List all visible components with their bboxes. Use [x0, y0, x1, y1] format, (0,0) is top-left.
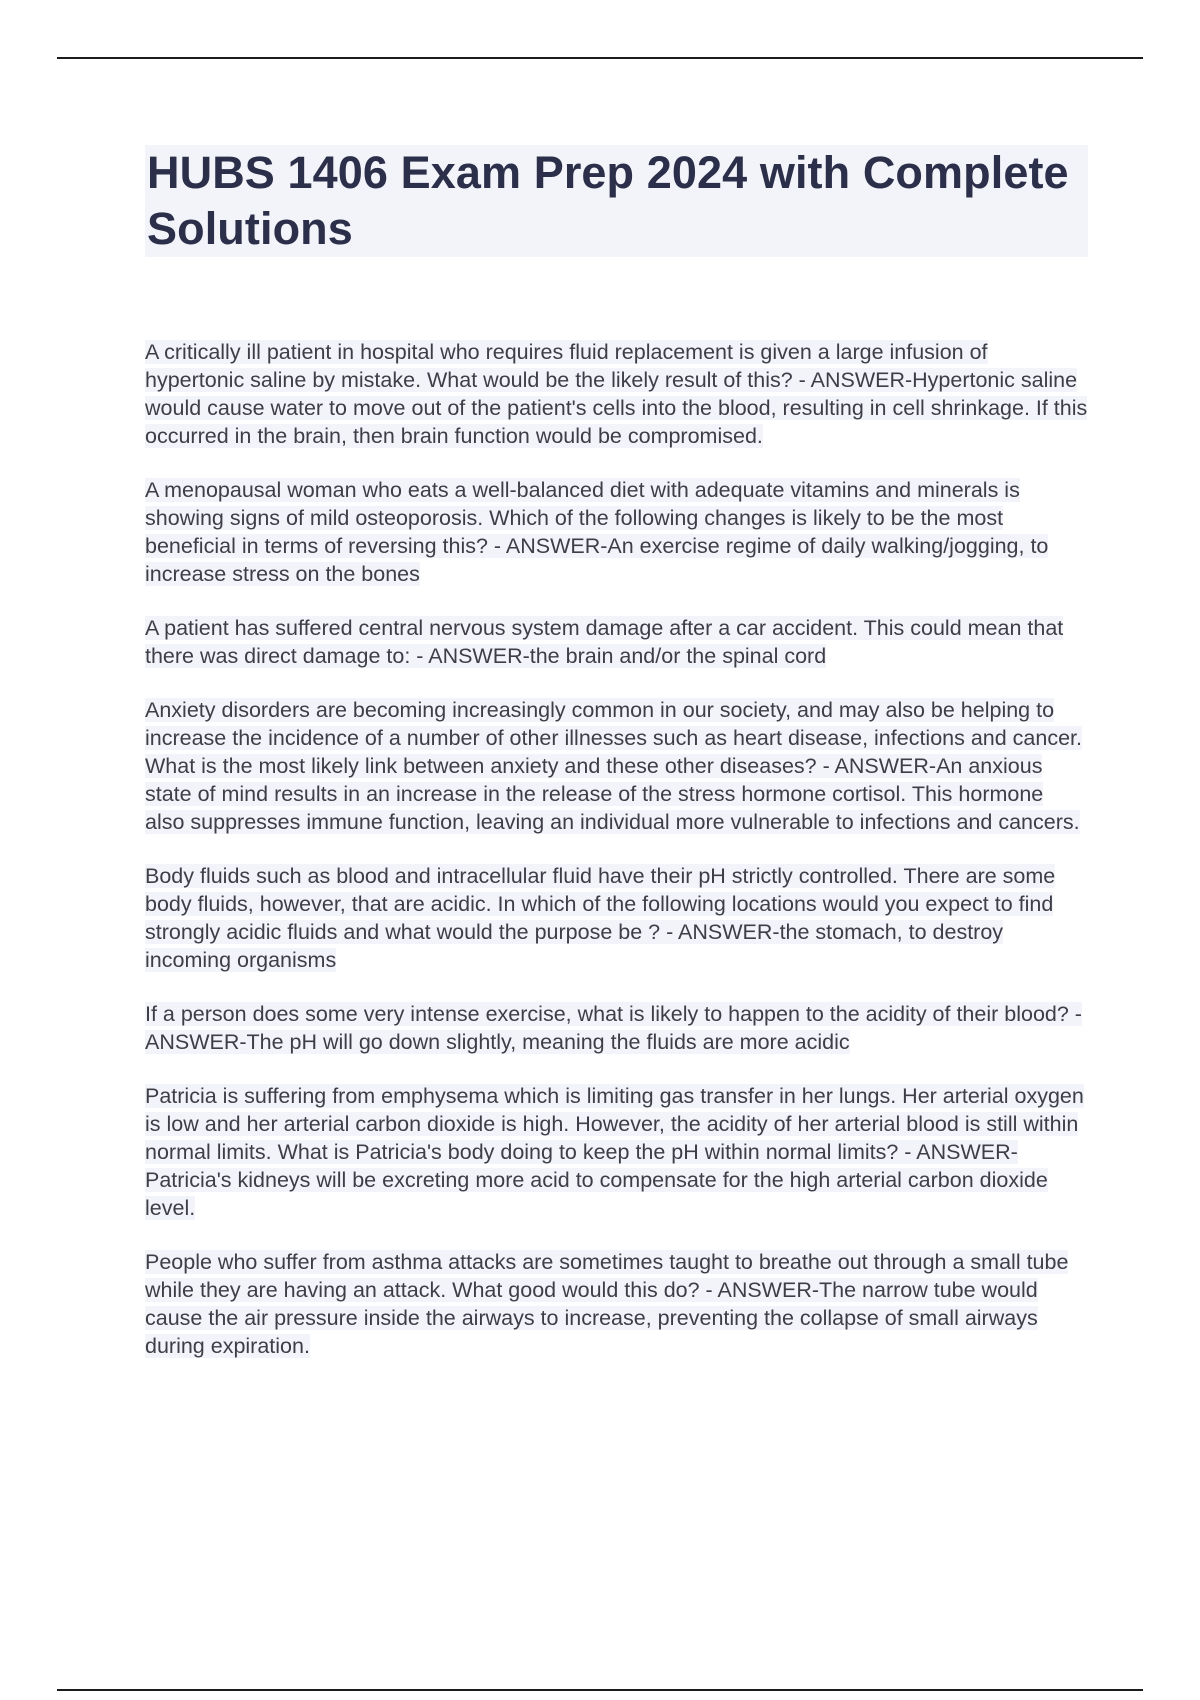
qa-item	[145, 476, 1088, 588]
qa-item	[145, 1248, 1088, 1360]
qa-item-text: If a person does some very intense exercise, what is likely to happen to the acidity of their blood? - ANSWER-The pH will go down slightly, meaning the fluids are more acidic	[145, 1002, 1082, 1054]
title-block	[145, 145, 1088, 257]
qa-item-text: People who suffer from asthma attacks are sometimes taught to breathe out through a small tube while they are having an attack. What good would this do? - ANSWER-The narrow tube would cause the air pressure inside the airways to increase, preventing the collapse of small airways during expiration.	[145, 1250, 1069, 1358]
qa-item	[145, 696, 1088, 836]
top-divider	[57, 57, 1143, 59]
qa-item-text: Patricia is suffering from emphysema which is limiting gas transfer in her lungs. Her arterial oxygen is low and her arterial carbon dioxide is high. However, the acidity of her arterial blood is still within normal limits. What is Patricia's body doing to keep the pH within normal limits? - ANSWER-Patricia's kidneys will be excreting more acid to compensate for the high arterial carbon dioxide level.	[145, 1084, 1084, 1220]
qa-item-text: A critically ill patient in hospital who requires fluid replacement is given a large infusion of hypertonic saline by mistake. What would be the likely result of this? - ANSWER-Hypertonic saline would cause water to move out of the patient's cells into the blood, resulting in cell shrinkage. If this occurred in the brain, then brain function would be compromised.	[145, 340, 1088, 448]
qa-item	[145, 1082, 1088, 1222]
qa-item-text: A menopausal woman who eats a well-balanced diet with adequate vitamins and minerals is showing signs of mild osteoporosis. Which of the following changes is likely to be the most beneficial in terms of reversing this? - ANSWER-An exercise regime of daily walking/jogging, to increase stress on the bones	[145, 478, 1049, 586]
qa-list	[145, 338, 1088, 1386]
qa-item-text: Anxiety disorders are becoming increasingly common in our society, and may also be helping to increase the incidence of a number of other illnesses such as heart disease, infections and cancer. What is the most likely link between anxiety and these other diseases? - ANSWER-An anxious state of mind results in an increase in the release of the stress hormone cortisol. This hormone also suppresses immune function, leaving an individual more vulnerable to infections and cancers.	[145, 698, 1082, 834]
qa-item	[145, 614, 1088, 670]
qa-item	[145, 1000, 1088, 1056]
page-title: HUBS 1406 Exam Prep 2024 with Complete Solutions	[147, 147, 1069, 254]
qa-item	[145, 338, 1088, 450]
bottom-divider	[57, 1689, 1143, 1691]
qa-item-text: Body fluids such as blood and intracellular fluid have their pH strictly controlled. There are some body fluids, however, that are acidic. In which of the following locations would you expect to find strongly acidic fluids and what would the purpose be ? - ANSWER-the stomach, to destroy incoming organisms	[145, 864, 1056, 972]
qa-item	[145, 862, 1088, 974]
qa-item-text: A patient has suffered central nervous system damage after a car accident. This could mean that there was direct damage to: - ANSWER-the brain and/or the spinal cord	[145, 616, 1064, 668]
